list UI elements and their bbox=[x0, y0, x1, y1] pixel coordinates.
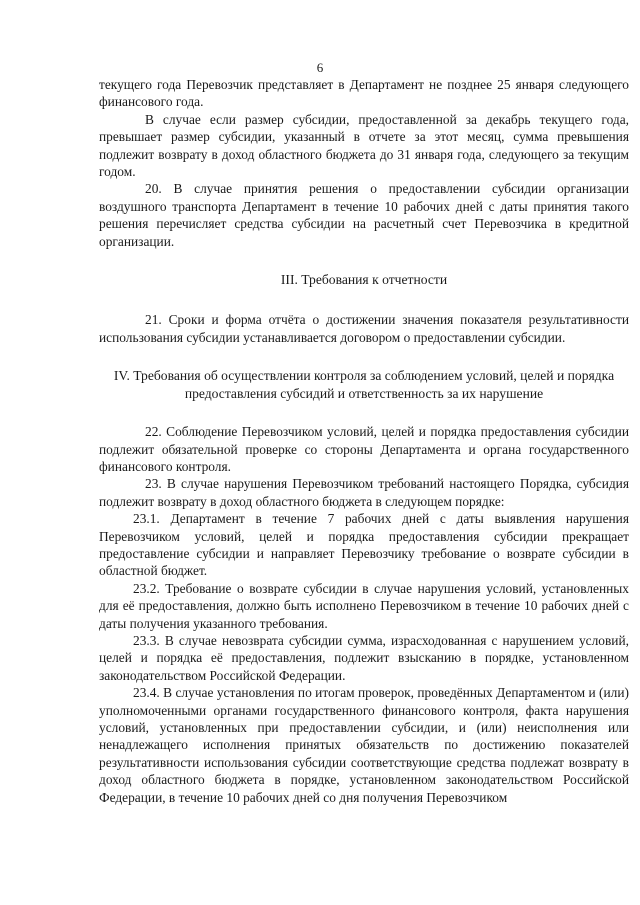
paragraph-21: 21. Сроки и форма отчёта о достижении значения показателя результативности использования субсидии устанавливается договором о предоставлении субсидии. bbox=[99, 312, 629, 345]
paragraph-23-1: 23.1. Департамент в течение 7 рабочих дней с даты выявления нарушения Перевозчиком условий, целей и порядка предоставления субсидии прекращает предоставление субсидии и направляет Перевозчику требование о возврате субсидии в областной бюджет. bbox=[99, 511, 629, 579]
paragraph-23-2: 23.2. Требование о возврате субсидии в случае нарушения условий, установленных для её предоставления, должно быть исполнено Перевозчиком в течение 10 рабочих дней с даты получения указанного требования. bbox=[99, 580, 629, 631]
paragraph-december-excess: В случае если размер субсидии, предоставленной за декабрь текущего года, превышает размер субсидии, указанный в отчете за этот месяц, сумма превышения подлежит возврату в доход областного бюджета до 31 января года, следующего за текущим годом. bbox=[99, 111, 629, 180]
section-3-heading: III. Требования к отчетности bbox=[280, 272, 448, 288]
page-number: 6 bbox=[316, 60, 324, 75]
section-4-heading: IV. Требования об осуществлении контроля за соблюдением условий, целей и порядка предоставления субсидий и ответственность за их нарушение bbox=[113, 368, 615, 401]
paragraph-23: 23. В случае нарушения Перевозчиком требований настоящего Порядка, субсидия подлежит возврату в доход областного бюджета в следующем порядке: bbox=[99, 476, 629, 509]
paragraph-23-3: 23.3. В случае невозврата субсидии сумма, израсходованная с нарушением условий, целей и порядка её предоставления, подлежит взысканию в порядке, установленном законодательством Российской Федерации. bbox=[99, 632, 629, 683]
paragraph-22: 22. Соблюдение Перевозчиком условий, целей и порядка предоставления субсидии подлежит обязательной проверке со стороны Департамента и органа государственного финансового контроля. bbox=[99, 424, 629, 474]
document-body bbox=[99, 76, 629, 806]
paragraph-20: 20. В случае принятия решения о предоставлении субсидии организации воздушного транспорта Департамент в течение 10 рабочих дней с даты принятия такого решения перечисляет средства субсидии на расчетный счет Перевозчика в кредитной организации. bbox=[99, 181, 629, 249]
paragraph-23-4: 23.4. В случае установления по итогам проверок, проведённых Департаментом и (или) уполномоченными органами государственного финансового контроля, факта нарушения условий, установленных при предоставлении субсидии, и (или) неисполнения или ненадлежащего исполнения принятых обязательств по достижению показателей результативности использования субсидии соответствующие средства подлежат возврату в доход областного бюджета в порядке, установленном законодательством Российской Федерации, в течение 10 рабочих дней со дня получения Перевозчиком bbox=[99, 685, 629, 805]
paragraph-continuation: текущего года Перевозчик представляет в Департамент не позднее 25 января следующего финансового года. bbox=[99, 77, 629, 110]
